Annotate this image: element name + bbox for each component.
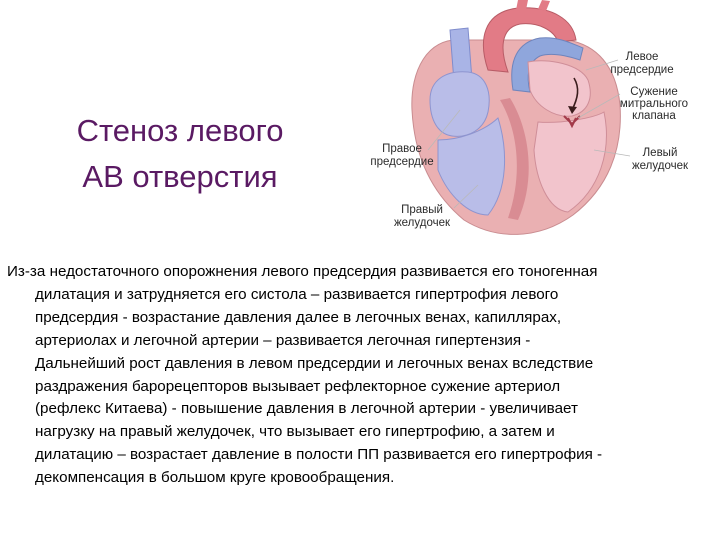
heart-diagram — [368, 0, 720, 240]
label-left-atrium-1: Левое — [625, 51, 659, 63]
label-left-ventricle-1: Левый — [642, 147, 678, 159]
body-paragraph — [7, 261, 712, 490]
body-line-5: Дальнейший рост давления в левом предсердии и легочных венах вследствие — [35, 354, 594, 372]
body-line-1: Из-за недостаточного опорожнения левого предсердия развивается его тоногенная — [7, 263, 598, 280]
body-line-4: артериолах и легочной артерии – развивается легочная гипертензия - — [35, 331, 531, 349]
label-mitral-2: митрального — [619, 98, 689, 110]
label-right-atrium-2: предсердие — [370, 156, 434, 168]
label-left-ventricle-2: желудочек — [631, 160, 689, 172]
label-left-atrium-2: предсердие — [610, 64, 674, 76]
heart-illustration — [368, 0, 720, 240]
body-line-2: дилатация и затрудняется его систола – развивается гипертрофия левого — [35, 285, 559, 303]
label-right-atrium-1: Правое — [382, 143, 422, 155]
label-right-ventricle-1: Правый — [401, 204, 443, 216]
label-mitral-1: Сужение — [630, 86, 678, 98]
body-line-9: дилатацию – возрастает давление в полости ПП развивается его гипертрофия - — [35, 446, 603, 464]
label-mitral-3: клапана — [632, 110, 676, 122]
body-line-7: (рефлекс Китаева) - повышение давления в легочной артерии - увеличивает — [35, 400, 578, 418]
title-line-1: Стеноз левого — [76, 113, 284, 148]
body-line-6: раздражения барорецепторов вызывает рефлекторное сужение артериол — [35, 377, 561, 395]
body-line-3: предсердия - возрастание давления далее в легочных венах, капиллярах, — [35, 308, 562, 326]
body-line-8: нагрузку на правый желудочек, что вызывает его гипертрофию, а затем и — [35, 423, 555, 441]
right-atrium-chamber — [430, 72, 489, 137]
label-right-ventricle-2: желудочек — [393, 217, 451, 229]
slide-title — [30, 108, 330, 200]
body-line-10: декомпенсация в большом круге кровообращения. — [35, 469, 395, 487]
title-line-2: АВ отверстия — [82, 159, 278, 194]
